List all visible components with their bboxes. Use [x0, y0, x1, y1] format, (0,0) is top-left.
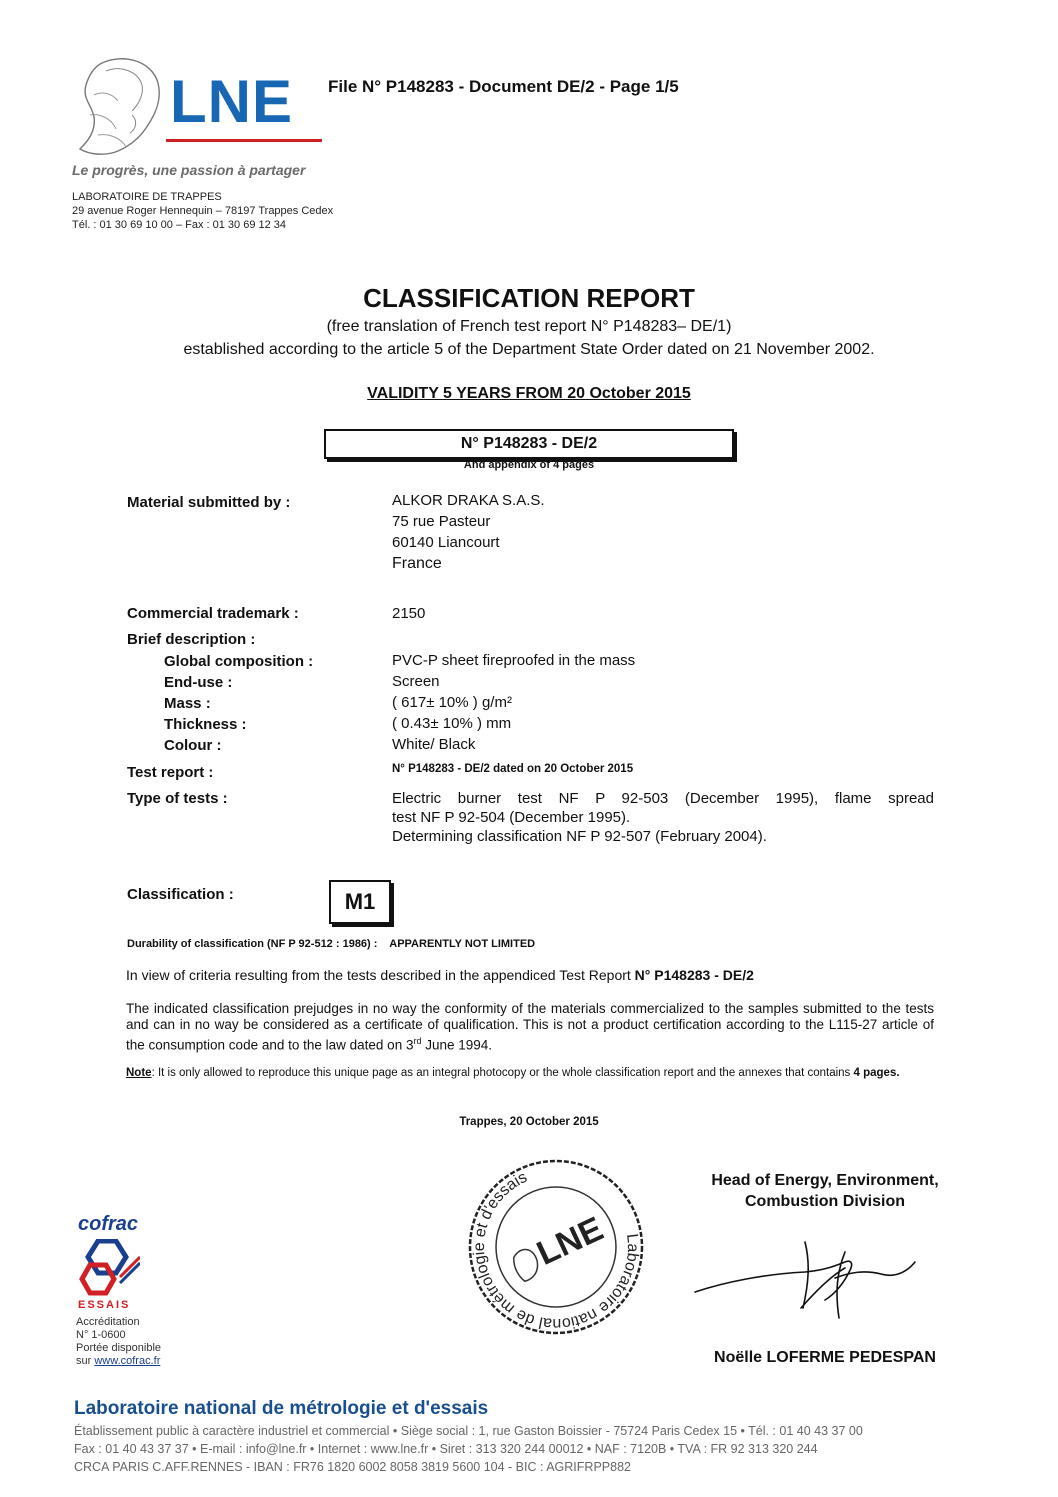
tests-line-3: Determining classification NF P 92-507 (February 2004).: [392, 828, 767, 845]
mass-value: ( 617± 10% ) g/m²: [392, 694, 512, 711]
lab-address-block: [72, 190, 333, 232]
disclaimer-paragraph: [126, 1001, 934, 1054]
note-label: Note: [126, 1067, 152, 1079]
cofrac-line-3: Portée disponible: [76, 1342, 162, 1354]
type-of-tests-label: Type of tests :: [127, 790, 228, 807]
cofrac-line-1: Accréditation: [76, 1316, 140, 1328]
company-country: France: [392, 555, 442, 572]
report-number-box: N° P148283 - DE/2: [324, 429, 734, 459]
submitted-by-label: Material submitted by :: [127, 494, 291, 511]
company-street: 75 rue Pasteur: [392, 513, 491, 530]
colour-value: White/ Black: [392, 736, 476, 753]
brief-description-label: Brief description :: [127, 631, 256, 648]
page-title: CLASSIFICATION REPORT: [363, 283, 695, 313]
lab-address: 29 avenue Roger Hennequin – 78197 Trappes Cedex: [72, 205, 334, 217]
footer-line-1: Établissement public à caractère industriel et commercial • Siège social : 1, rue Gaston Boissier - 75724 Paris Cedex 15 • Tél. : 01 40 43 37 00: [74, 1424, 863, 1438]
footer-line-2: Fax : 01 40 43 37 37 • E-mail : info@lne.fr • Internet : www.lne.fr • Siret : 313 320 244 00012 • NAF : 7120B • TVA : FR 92 313 320 244: [74, 1442, 818, 1456]
criteria-text: In view of criteria resulting from the tests described in the appendiced Test Report: [126, 967, 635, 983]
cofrac-accreditation: [76, 1316, 161, 1368]
signatory-title-line-2: Combustion Division: [745, 1193, 905, 1210]
cofrac-wordmark: cofrac: [78, 1213, 139, 1235]
lab-name: LABORATOIRE DE TRAPPES: [72, 191, 222, 203]
test-report-label: Test report :: [127, 764, 214, 781]
lab-phone: Tél. : 01 30 69 10 00 – Fax : 01 30 69 12 34: [72, 219, 287, 231]
note-text: : It is only allowed to reproduce this unique page as an integral photocopy or the whole classification report and the annexes that contains: [151, 1067, 854, 1079]
subtitle-established: established according to the article 5 of the Department State Order dated on 21 November 2002.: [183, 341, 875, 358]
stamp-logo-text: LNE: [531, 1209, 609, 1273]
disclaimer-superscript: rd: [413, 1036, 422, 1046]
signatory-name: Noëlle LOFERME PEDESPAN: [714, 1349, 936, 1366]
criteria-reference: N° P148283 - DE/2: [634, 967, 754, 983]
cofrac-line-4: [76, 1355, 161, 1368]
lne-stamp: [466, 1157, 646, 1337]
colour-label: Colour :: [164, 737, 222, 754]
stamp-ring-text: Laboratoire national de métrologie et d'essais: [470, 1168, 642, 1333]
company-city: 60140 Liancourt: [392, 534, 500, 551]
appendix-note: And appendix of 4 pages: [463, 459, 595, 471]
footer-line-3: CRCA PARIS C.AFF.RENNES - IBAN : FR76 1820 6002 8058 3819 5600 104 - BIC : AGRIFRPP882: [74, 1460, 631, 1474]
thickness-value: ( 0.43± 10% ) mm: [392, 715, 512, 732]
slogan: Le progrès, une passion à partager: [72, 162, 306, 178]
place-date: Trappes, 20 October 2015: [459, 1116, 599, 1128]
mass-label: Mass :: [164, 695, 211, 712]
cofrac-essais: ESSAIS: [78, 1299, 131, 1311]
validity-line: VALIDITY 5 YEARS FROM 20 October 2015: [367, 385, 691, 402]
global-composition-label: Global composition :: [164, 653, 314, 670]
note-pages: 4 pages.: [853, 1067, 900, 1079]
cofrac-hexagon-icon: [76, 1239, 140, 1301]
signatory-title: [675, 1170, 975, 1212]
cofrac-line-2: N° 1-0600: [76, 1329, 126, 1341]
logo-lne-text: LNE: [170, 68, 293, 135]
end-use-label: End-use :: [164, 674, 233, 691]
global-composition-value: PVC-P sheet fireproofed in the mass: [392, 652, 636, 669]
signatory-title-line-1: Head of Energy, Environment,: [711, 1172, 939, 1189]
classification-label: Classification :: [127, 886, 234, 903]
test-report-value: N° P148283 - DE/2 dated on 20 October 2015: [392, 763, 634, 775]
company-name: ALKOR DRAKA S.A.S.: [392, 492, 545, 509]
cofrac-link[interactable]: www.cofrac.fr: [94, 1355, 161, 1367]
tests-line-1: Electric burner test NF P 92-503 (December 1995), flame spread: [392, 790, 934, 807]
tests-line-2: test NF P 92-504 (December 1995).: [392, 809, 631, 826]
file-reference: File N° P148283 - Document DE/2 - Page 1/5: [328, 77, 679, 96]
subtitle-translation: (free translation of French test report N° P148283– DE/1): [326, 318, 732, 335]
durability-line: Durability of classification (NF P 92-512 : 1986) : APPARENTLY NOT LIMITED: [127, 938, 536, 950]
note-paragraph: [126, 1066, 934, 1081]
thickness-label: Thickness :: [164, 716, 247, 733]
criteria-paragraph: [126, 967, 934, 983]
trademark-label: Commercial trademark :: [127, 605, 299, 622]
footer-title: Laboratoire national de métrologie et d'essais: [74, 1398, 489, 1419]
signature: [685, 1222, 945, 1332]
disclaimer-end: June 1994.: [421, 1037, 493, 1053]
classification-value-box: M1: [329, 880, 391, 924]
type-of-tests-value: [392, 789, 934, 846]
cofrac-line-4-prefix: sur: [76, 1355, 95, 1367]
trademark-value: 2150: [392, 605, 426, 622]
end-use-value: Screen: [392, 673, 440, 690]
disclaimer-text: The indicated classification prejudges in no way the conformity of the materials commercialized to the samples submitted to the tests and can in no way be considered as a certificate of qualification. This is not a product certification according to the L115-27 article of the consumption code and to the law dated on 3: [126, 1001, 934, 1053]
cofrac-logo: [76, 1213, 176, 1313]
logo-underline: [166, 139, 322, 142]
